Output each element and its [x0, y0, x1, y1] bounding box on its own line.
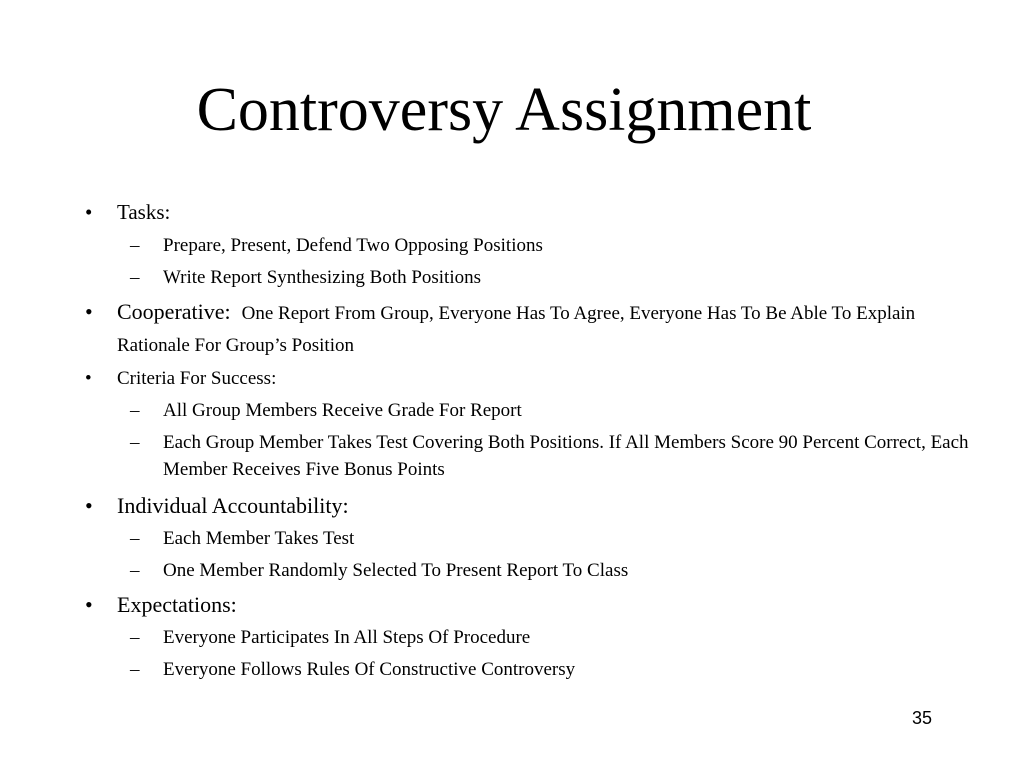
dash-marker: –	[130, 267, 140, 288]
sub-item-text: Everyone Follows Rules Of Constructive Controversy	[163, 659, 576, 680]
bullet-label: Expectations:	[117, 592, 237, 617]
dash-marker: –	[130, 560, 140, 581]
sub-item-text: Each Member Takes Test	[163, 528, 355, 549]
sub-item-text: All Group Members Receive Grade For Report	[163, 400, 522, 421]
slide-title: Controversy Assignment	[196, 76, 812, 144]
bullet-label: Individual Accountability:	[117, 493, 349, 518]
bullet-marker: •	[85, 200, 93, 224]
sub-item	[78, 525, 978, 552]
bullet-item-cooperative	[78, 297, 978, 361]
sub-item	[78, 656, 978, 683]
sub-item-text: Each Group Member Takes Test Covering Both Positions. If All Members Score 90 Percent Correct, Each Member Receives Five Bonus Points	[163, 432, 969, 480]
slide-body	[78, 198, 978, 683]
sub-item-text: Prepare, Present, Defend Two Opposing Positions	[163, 235, 543, 256]
sub-item	[78, 264, 978, 291]
sub-item	[78, 624, 978, 651]
dash-marker: –	[130, 528, 140, 549]
bullet-item-tasks	[78, 198, 978, 226]
bullet-detail: One Report From Group, Everyone Has To Agree, Everyone Has To Be Able To Explain Rationale For Group’s Position	[117, 303, 916, 356]
bullet-label: Criteria For Success:	[117, 368, 277, 389]
sub-item	[78, 232, 978, 259]
dash-marker: –	[130, 235, 140, 256]
bullet-label: Cooperative:	[117, 299, 231, 324]
sub-item-text: Everyone Participates In All Steps Of Procedure	[163, 627, 531, 648]
bullet-item-criteria	[78, 365, 978, 392]
bullet-marker: •	[85, 493, 93, 518]
dash-marker: –	[130, 627, 140, 648]
page-number: 35	[912, 708, 933, 728]
bullet-label: Tasks:	[117, 200, 171, 224]
dash-marker: –	[130, 659, 140, 680]
sub-item	[78, 557, 978, 584]
bullet-item-individual-accountability	[78, 491, 978, 521]
bullet-marker: •	[85, 299, 93, 324]
dash-marker: –	[130, 432, 140, 453]
bullet-marker: •	[85, 592, 93, 617]
sub-item-text: One Member Randomly Selected To Present Report To Class	[163, 560, 629, 581]
dash-marker: –	[130, 400, 140, 421]
bullet-marker: •	[85, 368, 92, 389]
bullet-item-expectations	[78, 590, 978, 620]
sub-item-text: Write Report Synthesizing Both Positions	[163, 267, 482, 288]
sub-item	[78, 429, 978, 483]
sub-item	[78, 397, 978, 424]
